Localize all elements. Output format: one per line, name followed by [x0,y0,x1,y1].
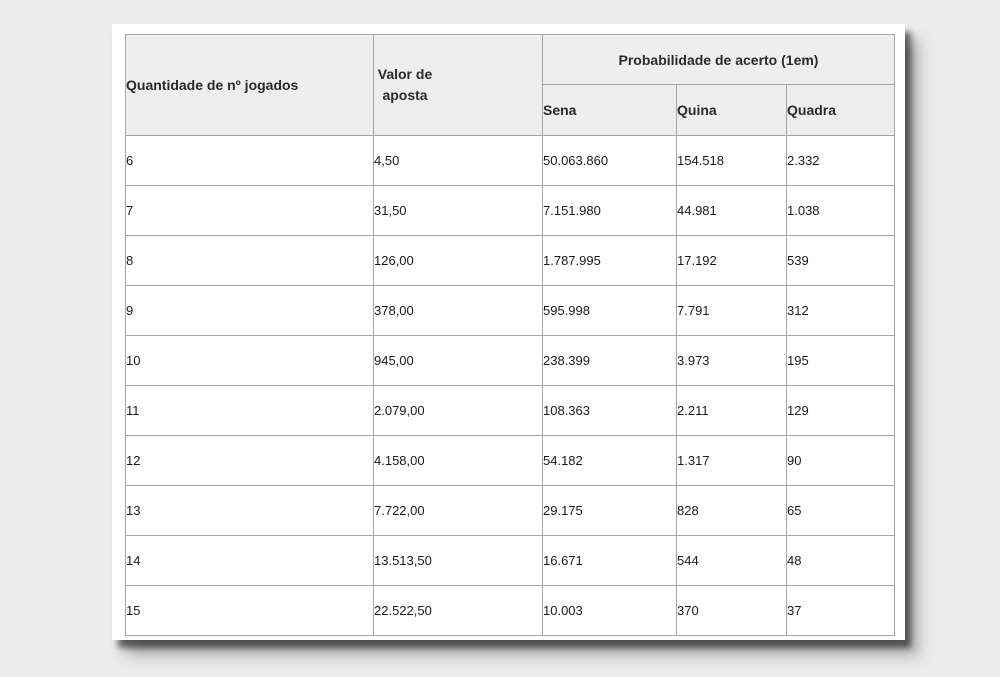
cell-sena: 50.063.860 [543,136,677,186]
cell-quina: 3.973 [677,336,787,386]
cell-bet-value: 2.079,00 [374,386,543,436]
header-quantity: Quantidade de nº jogados [126,35,374,136]
cell-sena: 7.151.980 [543,186,677,236]
cell-quadra: 195 [787,336,895,386]
cell-sena: 29.175 [543,486,677,536]
cell-quina: 2.211 [677,386,787,436]
cell-quantity: 14 [126,536,374,586]
cell-quina: 370 [677,586,787,636]
cell-quantity: 10 [126,336,374,386]
cell-quantity: 11 [126,386,374,436]
cell-quina: 1.317 [677,436,787,486]
cell-quadra: 65 [787,486,895,536]
cell-bet-value: 13.513,50 [374,536,543,586]
table-row [126,186,895,236]
cell-quina: 44.981 [677,186,787,236]
cell-bet-value: 378,00 [374,286,543,336]
table-row [126,436,895,486]
cell-bet-value: 945,00 [374,336,543,386]
cell-quantity: 12 [126,436,374,486]
cell-bet-value: 31,50 [374,186,543,236]
cell-bet-value: 126,00 [374,236,543,286]
cell-quantity: 8 [126,236,374,286]
cell-quina: 154.518 [677,136,787,186]
cell-sena: 108.363 [543,386,677,436]
cell-quina: 7.791 [677,286,787,336]
header-sena: Sena [543,85,677,136]
table-row [126,486,895,536]
cell-quadra: 1.038 [787,186,895,236]
cell-quadra: 48 [787,536,895,586]
cell-quantity: 15 [126,586,374,636]
header-bet-value-line1: Valor de [377,66,433,82]
cell-sena: 54.182 [543,436,677,486]
header-bet-value-line2: aposta [382,87,428,103]
cell-quantity: 9 [126,286,374,336]
table-row [126,336,895,386]
header-row-top [126,35,895,85]
cell-quadra: 129 [787,386,895,436]
header-quadra: Quadra [787,85,895,136]
cell-quina: 828 [677,486,787,536]
cell-sena: 595.998 [543,286,677,336]
cell-quantity: 13 [126,486,374,536]
header-probability: Probabilidade de acerto (1em) [543,35,895,85]
cell-quadra: 312 [787,286,895,336]
cell-bet-value: 7.722,00 [374,486,543,536]
cell-sena: 1.787.995 [543,236,677,286]
cell-quadra: 2.332 [787,136,895,186]
table-body [126,136,895,636]
cell-quadra: 90 [787,436,895,486]
cell-quadra: 539 [787,236,895,286]
cell-quina: 17.192 [677,236,787,286]
cell-quina: 544 [677,536,787,586]
cell-sena: 238.399 [543,336,677,386]
cell-bet-value: 22.522,50 [374,586,543,636]
header-bet-value [374,35,543,136]
table-row [126,586,895,636]
table-row [126,236,895,286]
cell-quantity: 7 [126,186,374,236]
cell-sena: 10.003 [543,586,677,636]
cell-bet-value: 4.158,00 [374,436,543,486]
table-row [126,286,895,336]
cell-quadra: 37 [787,586,895,636]
cell-bet-value: 4,50 [374,136,543,186]
table-row [126,386,895,436]
table-row [126,536,895,586]
cell-quantity: 6 [126,136,374,186]
table-header [126,35,895,136]
header-quina: Quina [677,85,787,136]
cell-sena: 16.671 [543,536,677,586]
table-card [112,24,905,640]
lottery-probability-table [125,34,895,636]
table-row [126,136,895,186]
